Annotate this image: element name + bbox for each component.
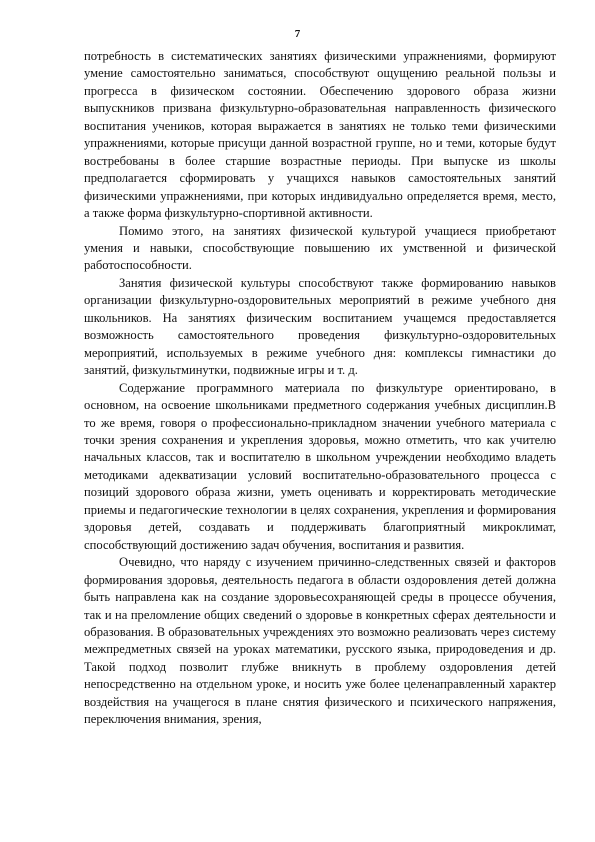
paragraph-teacher-activity: Очевидно, что наряду с изучением причинно-следственных связей и факторов формирования здоровья, деятельность педагога в области оздоровления детей должна быть направлена как на создание здоровьесохраняющей среды в процессе обучения, так и на преломление общих сведений о здоровье в конкретных сферах деятельности и образования. В образовательных учреждениях это возможно реализовать через систему межпредметных связей на уроках математики, русского языка, природоведения и др. Такой подход позволит глубже вникнуть в проблему оздоровления детей непосредственно на отдельном уроке, и носить уже более целенаправленный характер воздействия на учащегося в плане снятия физического и психического напряжения, переключения внимания, зрения, (84, 555, 556, 727)
paragraph-program-content: Содержание программного материала по физкультуре ориентировано, в основном, на освоение школьниками предметного содержания учебных дисциплин.В то же время, говоря о профессионально-прикладном значении учебного материала с точки зрения сохранения и укрепления здоровья, можно отметить, что как учителю начальных классов, так и воспитателю в школьном учреждении необходимо владеть методиками адекватизации условий воспитательно-образовательного процесса с позиций здорового образа жизни, уметь оценивать и корректировать методические приемы и педагогические технологии в целях сохранения, укрепления и формирования здоровья детей, создавать и поддерживать благоприятный микроклимат, способствующий достижению задач обучения, воспитания и развития. (84, 380, 556, 552)
paragraph-organization-skills: Занятия физической культуры способствуют также формированию навыков организации физкультурно-оздоровительных мероприятий в режиме учебного дня школьников. На занятиях физическим воспитанием учащемся предоставляется возможность самостоятельного проведения физкультурно-оздоровительных мероприятий, используемых в режиме учебного дня: комплексы гимнастики до занятий, физкультминутки, подвижные игры и т. д. (84, 275, 556, 378)
paragraph-mental-abilities: Помимо этого, на занятиях физической культурой учащиеся приобретают умения и навыки, способствующие повышению их умственной и физической работоспособности. (84, 223, 556, 273)
page-number: 7 (294, 28, 301, 40)
paragraph-continuation: потребность в систематических занятиях физическими упражнениями, формируют умение самостоятельно заниматься, способствуют ощущению реальной пользы и прогресса в физическом состоянии. Обеспечению здорового образа жизни выпускников призвана физкультурно-образовательная направленность физического воспитания учеников, которая выражается в занятиях не только теми физическими упражнениями, которые присущи данной возрастной группе, но и теми, которые будут востребованы в более старшие возрастные периоды. При выпуске из школы предполагается сформировать у учащихся навыков самостоятельных занятий физическими упражнениями, при которых индивидуально определяется время, место, а также форма физкультурно-спортивной активности. (84, 49, 556, 221)
body-text (84, 48, 556, 729)
